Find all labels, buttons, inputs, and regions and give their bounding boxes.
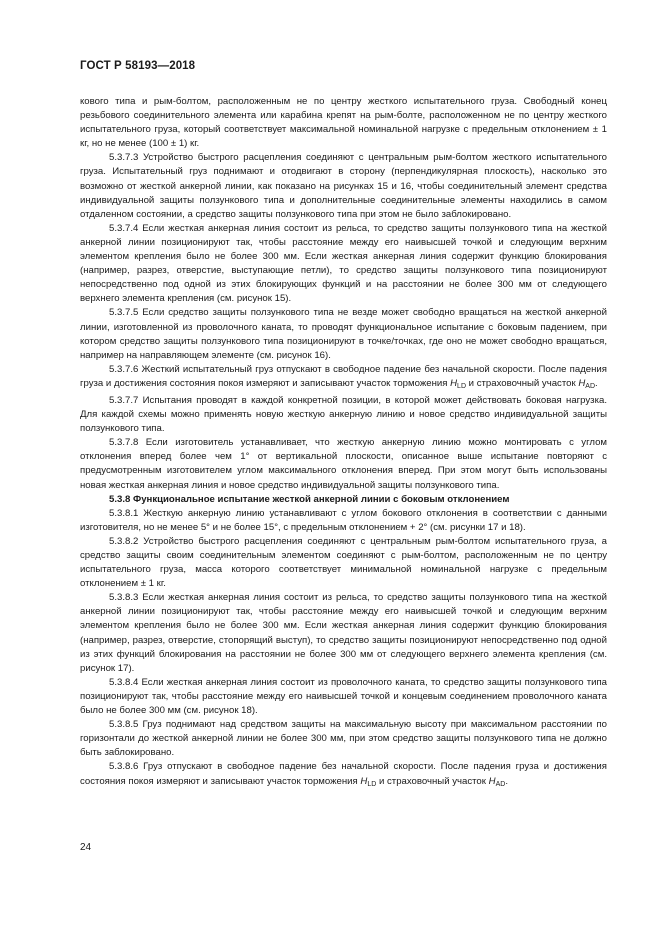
paragraph-5-3-8-1: 5.3.8.1 Жесткую анкерную линию устанавливают с углом бокового отклонения в соответствии с данными изготовителя, но не менее 5° и не более 15°, с предельным отклонением + 2° (см. рисунки 17 и 18). <box>80 507 607 533</box>
insurance-label: страховочный участок <box>387 775 486 787</box>
conjunction: и <box>468 377 475 389</box>
paragraph-text: 5.3.8.6 Груз отпускают в свободное падение без начальной скорости. После падения груза и достижения состояния покоя измеряют и записывают участок торможения <box>80 761 607 787</box>
symbol-subscript-ld: LD <box>457 382 466 390</box>
paragraph-5-3-8-6 <box>80 760 607 791</box>
section-heading-5-3-8: 5.3.8 Функциональное испытание жесткой анкерной линии с боковым отклонением <box>109 493 510 505</box>
paragraph-5-3-7-3: 5.3.7.3 Устройство быстрого расцепления соединяют с центральным рым-болтом жесткого испытательного груза. Испытательный груз поднимают и отодвигают в сторону (перпендикулярная плоскость), насколько это возможно от жесткой анкерной линии, как показано на рисунках 15 и 16, чтобы соединительный элемент средства индивидуальной защиты ползункового типа и дополнительные соединительные элементы находились в самом отдаленном состоянии, а средство защиты ползункового типа при этом не было заблокировано. <box>80 152 607 220</box>
paragraph: кового типа и рым-болтом, расположенным не по центру жесткого испытательного груза. Свободный конец резьбового соединительного элемента или карабина крепят на рым-болте, расположенном не по центру жесткого испытательного груза, который соответствует максимальной номинальной нагрузке с предельным отклонением ± 1 кг, но не менее (100 ± 1) кг. <box>80 96 607 150</box>
symbol-h: H <box>488 775 496 787</box>
symbol-subscript-ad: AD <box>585 382 596 390</box>
paragraph-5-3-7-6 <box>80 363 607 394</box>
paragraph-5-3-8-2: 5.3.8.2 Устройство быстрого расцепления соединяют с центральным рым-болтом испытательного груза, а средство защиты своим соединительным элементом соединяют с рым-болтом, расположенным не по центру испытательного груза, масса которого соответствует минимальной номинальной нагрузке с предельным отклонением ± 1 кг. <box>80 535 607 590</box>
symbol-subscript-ad: AD <box>495 780 506 788</box>
symbol-h: H <box>360 775 368 787</box>
document-header: ГОСТ Р 58193—2018 <box>80 60 196 72</box>
page-number: 24 <box>80 842 92 853</box>
paragraph-5-3-8-4: 5.3.8.4 Если жесткая анкерная линия состоит из проволочного каната, то средство защиты ползункового типа позиционируют так, чтобы расстояние между его наивысшей точкой и концевым соединением проволочного каната было не более 300 мм (см. рисунок 18). <box>80 676 607 717</box>
paragraph-text: 5.3.7.6 Жесткий испытательный груз отпускают в свободное падение без начальной скорости. После падения груза и достижения состояния покоя измеряют и записывают участок торможения <box>80 363 607 389</box>
period: . <box>505 775 508 787</box>
symbol-h: H <box>578 377 586 389</box>
conjunction: и <box>378 775 385 787</box>
paragraph-5-3-7-8: 5.3.7.8 Если изготовитель устанавливает, что жесткую анкерную линию можно монтировать с углом отклонения вперед более чем 1° от вертикальной плоскости, описанное выше испытание повторяют с предусмотренным изготовителем углом максимального отклонения вперед. При этом могут быть использованы новая жесткая анкерная линия и новое средство индивидуальной защиты ползункового типа. <box>80 437 607 491</box>
period: . <box>595 377 598 389</box>
symbol-subscript-ld: LD <box>367 780 377 788</box>
paragraph-5-3-7-7: 5.3.7.7 Испытания проводят в каждой конкретной позиции, в которой может действовать боковая нагрузка. Для каждой схемы можно применять новую жесткую анкерную линию и новое средство индивидуальной защиты ползункового типа. <box>80 394 607 435</box>
insurance-label: страховочный участок <box>476 377 576 389</box>
symbol-h: H <box>450 377 458 389</box>
paragraph-5-3-8-5: 5.3.8.5 Груз поднимают над средством защиты на максимальную высоту при максимальном расстоянии по горизонтали до жесткой анкерной линии не более 300 мм, при этом средство защиты ползункового типа не должно быть заблокировано. <box>80 719 607 759</box>
document-body <box>80 95 607 792</box>
paragraph-5-3-8-3: 5.3.8.3 Если жесткая анкерная линия состоит из рельса, то средство защиты ползункового типа на жесткой анкерной линии позиционируют так, чтобы расстояние между его наивысшей точкой и следующим верхним элементом крепления было не более 300 мм. Если жесткая анкерная линия содержит функцию блокирования (например, разрез, отверстие, стопорящий выступ), то средство защиты позиционируют непосредственно под одной из этих функций блокирования на расстоянии не более 300 мм от следующего верхнего элемента крепления (см. рисунок 17). <box>80 592 607 674</box>
paragraph-5-3-7-5: 5.3.7.5 Если средство защиты ползункового типа не везде может свободно вращаться на жесткой анкерной линии, изготовленной из проволочного каната, то проводят функциональное испытание с боковым падением, при котором средство защиты ползункового типа позиционируют в точке/точках, где оно не может свободно вращаться, например на направляющем элементе (см. рисунок 16). <box>80 307 607 361</box>
paragraph-5-3-7-4: 5.3.7.4 Если жесткая анкерная линия состоит из рельса, то средство защиты ползункового типа на жесткой анкерной линии позиционируют так, чтобы расстояние между его наивысшей точкой и следующим верхним элементом крепления было не более 300 мм. Если жесткая анкерная линия содержит функцию блокирования (например, разрез, отверстие, выступающие петли), то средство защиты ползункового типа позиционируют непосредственно под одной из этих блокирующих функций и на расстоянии не более 300 мм от следующего верхнего элемента крепления (см. рисунок 15). <box>80 222 607 305</box>
